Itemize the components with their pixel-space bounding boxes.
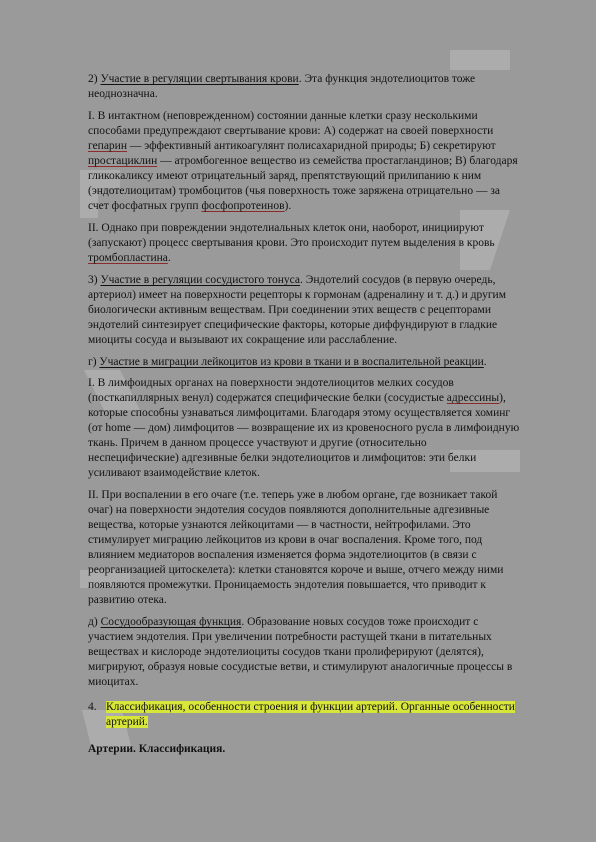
term-link-thromboplastin[interactable]: тромбопластина: [88, 252, 168, 264]
paragraph-intact-state: [88, 109, 520, 214]
numbered-item-4: [88, 700, 520, 730]
paragraph-angiogenesis: [88, 615, 520, 690]
paragraph-text: II. Однако при повреждении эндотелиальных клеток они, наоборот, инициируют (запускают) процесс свертывания крови. Это происходит путем выделения в кровь: [88, 222, 495, 249]
paragraph-prefix: г): [88, 356, 100, 368]
section-title-leukocyte-migration: Участие в миграции лейкоцитов из крови в ткани и в воспалительной реакции: [99, 356, 484, 368]
paragraph-text: ), которые способны узнаваться лимфоцитами. Благодаря этому осуществляется хоминг (от home — дом) лимфоцитов — возвращение их из кровеносного русла в лимфоидную ткань. Причем в данном процессе участвуют и другие (относительно неспецифические) адгезивные белки эндотелиоцитов и лимфоцитов: эти белки усиливают взаимодействие клеток.: [88, 392, 520, 479]
heading-arteries-classification: Артерии. Классификация.: [88, 743, 226, 755]
paragraph-text: .: [167, 252, 171, 264]
paragraph-text: ).: [284, 200, 292, 212]
term-link-prostacyclin[interactable]: простациклин: [88, 155, 158, 167]
section-title-vascular-tone: Участие в регуляции сосудистого тонуса: [100, 274, 301, 286]
paragraph-text: I. В лимфоидных органах на поверхности эндотелиоцитов мелких сосудов (посткапиллярных венул) содержатся специфические белки (сосудистые: [88, 377, 454, 404]
paragraph-text: I. В интактном (неповрежденном) состоянии данные клетки сразу несколькими способами предупреждают свертывание крови: А) содержат на своей поверхности: [88, 110, 494, 137]
section-title-coagulation: Участие в регуляции свертывания крови: [100, 73, 299, 85]
paragraph-lymphoid-organs: [88, 376, 520, 481]
document-body: [88, 72, 520, 757]
term-link-phosphoproteins[interactable]: фосфопротеинов: [201, 200, 285, 212]
paragraph-text: . Эндотелий сосудов (в первую очередь, артериол) имеет на поверхности рецепторы к гормонам (адреналину и т. д.) и другим биологически активным веществам. При соединении этих веществ с рецепторами эндотелий синтезирует специфические факторы, которые диффундируют в гладкие миоциты сосуда и вызывают их сокращение или расслабление.: [88, 274, 506, 346]
paragraph-text: . Образование новых сосудов тоже происходит с участием эндотелия. При увеличении потребности растущей ткани в питательных веществах и кислороде эндотелиоциты сосудов ткани пролиферируют (делятся), мигрируют, образуя новые сосудистые ветви, и стимулируют аналогичные процессы в миоцитах.: [88, 616, 513, 688]
list-number: 4.: [88, 701, 97, 713]
paragraph-inflammation: II. При воспалении в его очаге (т.е. теперь уже в любом органе, где возникает такой очаг) на поверхности эндотелия сосудов появляются дополнительные адгезивные вещества, которые узнаются лейкоцитами — в частности, нейтрофилами. Это стимулирует миграцию лейкоцитов из крови в очаг воспаления. Кроме того, под влиянием медиаторов воспаления изменяется форма эндотелиоцитов (в связи с реорганизацией цитоскелета): клетки становятся короче и выше, отчего между ними появляются промежутки. Проницаемость эндотелия повышается, что приводит к развитию отека.: [88, 489, 504, 606]
paragraph-text: — атромбогенное вещество из семейства простагландинов; В) благодаря гликокаликсу имеют отрицательный заряд, препятствующий прилипанию к ним (эндотелиоцитам) тромбоцитов (чья поверхность тоже заряжена отрицательно — за счет фосфатных групп: [88, 155, 518, 212]
term-link-addressins[interactable]: адрессины: [446, 392, 500, 404]
paragraph-text: .: [483, 356, 487, 368]
paragraph-prefix: д): [88, 616, 101, 628]
paragraph-coagulation: [88, 72, 520, 102]
paragraph-damaged-state: [88, 221, 520, 266]
paragraph-prefix: 2): [88, 73, 101, 85]
term-link-heparin[interactable]: гепарин: [88, 140, 127, 152]
paragraph-vascular-tone: [88, 273, 520, 348]
section-title-angiogenesis: Сосудообразующая функция: [100, 616, 242, 628]
highlighted-text: Классификация, особенности строения и функции артерий. Органные особенности артерий.: [106, 701, 515, 728]
paragraph-prefix: 3): [88, 274, 101, 286]
paragraph-text: . Эта функция эндотелиоцитов тоже неоднозначна.: [88, 73, 476, 100]
list-item-text: [106, 700, 520, 730]
paragraph-leukocyte-migration: [88, 355, 520, 370]
paragraph-text: — эффективный антикоагулянт полисахаридной природы; Б) секретируют: [127, 140, 496, 152]
